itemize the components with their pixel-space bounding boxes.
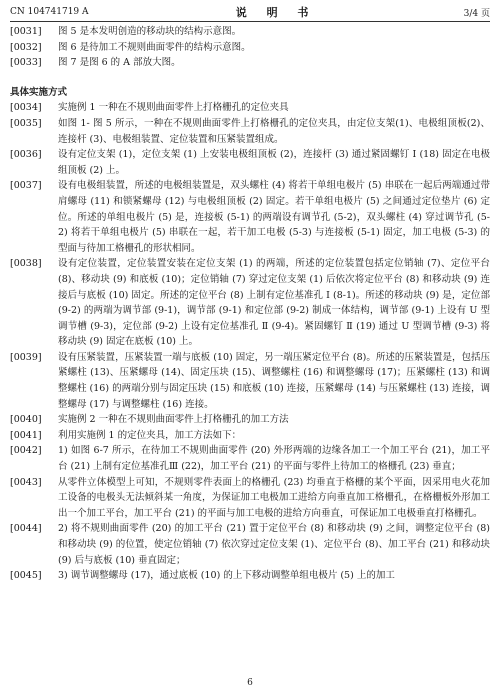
paragraph-number: [0041] [10,429,42,441]
paragraph [10,116,490,147]
paragraph-number: [0033] [10,57,42,69]
paragraph-text: 设有电极组装置，所述的电极组装置是，双头螺柱 (4) 将若干单组电极片 (5) 串联在一起后两端通过带肩螺母 (11) 和锁紧螺母 (12) 与电极组顶板 (2) 固定。若干单组电极片 (5) 之间通过定位垫片 (6) 定位。所述的单组电极片 (5) 是，连接板 (5-1) 的两端设有调节孔 (5-2)，双头螺柱 (4) 穿过调节孔 (5-2) 将若干单组电极片 (5) 串联在一起，若干加工电极 (5-3) 与连接板 (5-1) 固定，加工电极 (5-3) 的型面与待加工格栅孔的形状相同。 [58,180,490,254]
paragraph-number: [0044] [10,523,42,535]
paragraph [10,55,490,71]
paragraph-number: [0043] [10,476,42,488]
paragraph-number: [0034] [10,102,42,114]
paragraph-text: 设有定位支架 (1)，定位支架 (1) 上安装电极组顶板 (2)，连接杆 (3) 通过紧固螺钉 Ⅰ (18) 固定在电极组顶板 (2) 上。 [58,149,490,176]
paragraph-number: [0036] [10,149,42,161]
paragraph-text: 利用实施例 1 的定位夹具，加工方法如下： [58,429,242,441]
section-heading: 具体实施方式 [10,86,68,98]
paragraph-number: [0037] [10,180,42,192]
paragraph-text: 实施例 1 一种在不规则曲面零件上打格栅孔的定位夹具 [58,102,289,114]
paragraph-text: 如图 1- 图 5 所示，一种在不规则曲面零件上打格栅孔的定位夹具，由定位支架(1)、电极组顶板(2)、连接杆 (3)、电极组装置、定位装置和压紧装置组成。 [58,117,490,145]
paragraph-number: [0045] [10,570,42,582]
paragraph [10,521,490,568]
paragraph [10,475,490,522]
paragraph-text: 图 7 是图 6 的 A 部放大图。 [58,57,181,69]
paragraph [10,256,490,350]
paragraph-number: [0040] [10,414,42,426]
paragraph-number: [0038] [10,258,42,270]
document-number: CN 104741719 A [10,7,89,17]
paragraph-text: 3) 调节调整螺母 (17)，通过底板 (10) 的上下移动调整单组电极片 (5) 上的加工 [58,570,395,582]
paragraph-text: 2) 将不规则曲面零件 (20) 的加工平台 (21) 置于定位平台 (8) 和移动块 (9) 之间，调整定位平台 (8) 和移动块 (9) 的位置，使定位销轴 (7) 依次穿过定位支架 (1)、定位平台 (8)、加工平台 (21) 和移动块 (9) 后与底板 (10) 垂直固定； [58,523,490,566]
paragraph-number: [0032] [10,41,42,53]
paragraph [10,412,490,428]
page-header [10,4,490,20]
paragraph-text: 设有定位装置，定位装置安装在定位支架 (1) 的两端，所述的定位装置包括定位销轴 (7)、定位平台 (8)、移动块 (9) 和底板 (10)；定位销轴 (7) 穿过定位支架 (1) 后依次将定位平台 (8) 和移动块 (9) 连接后与底板 (10) 固定。所述的定位平台 (8) 上制有定位基准孔 Ⅰ (8-1)。所述的移动块 (9) 是，定位部 (9-2) 的两端为调节部 (9-1)，调节部 (9-1) 和定位部 (9-2) 制成一体结构，调节部 (9-1) 上设有 U 型调节槽 (9-3)，定位部 (9-2) 上设有定位基准孔 Ⅱ (9-4)。紧固螺钉 Ⅱ (19) 通过 U 型调节槽 (9-3) 将移动块 (9) 固定在底板 (10) 上。 [58,258,490,348]
paragraph-text: 1) 如图 6-7 所示，在待加工不规则曲面零件 (20) 外形两端的边缘各加工一个加工平台 (21)，加工平台 (21) 上制有定位基准孔Ⅲ (22)，加工平台 (21) 的平面与零件上待加工的格栅孔 (23) 垂直； [58,445,490,473]
paragraph-number: [0031] [10,26,42,37]
paragraph [10,428,490,444]
paragraph-number: [0039] [10,351,42,363]
page-indicator: 3/4 页 [463,8,490,19]
paragraph [10,147,490,178]
paragraph [10,443,490,474]
paragraph-text: 从零件立体模型上可知，不规则零件表面上的格栅孔 (23) 均垂直于格栅的某个平面，因采用电火花加工设备的电极头无法倾斜某一角度，为保证加工电极加工进给方向垂直加工格栅孔，在格栅板外形加工出一个加工平台，加工平台 (21) 的平面与加工电极的进给方向垂直，可保证加工电极垂直打格栅孔。 [58,476,490,519]
paragraph [10,350,490,412]
paragraph [10,24,490,40]
paragraph [10,568,490,584]
document-body [10,24,490,584]
page-number: 6 [247,678,253,688]
paragraph-text: 图 5 是本发明创造的移动块的结构示意图。 [58,26,242,37]
paragraph-number: [0042] [10,445,42,457]
paragraph [10,178,490,256]
paragraph [10,40,490,56]
header-rule [10,21,490,22]
paragraph [10,100,490,116]
document-title: 说 明 书 [235,6,317,19]
paragraph-text: 图 6 是待加工不规则曲面零件的结构示意图。 [58,41,251,53]
paragraph-text: 实施例 2 一种在不规则曲面零件上打格栅孔的加工方法 [58,414,289,426]
paragraph-text: 设有压紧装置，压紧装置一端与底板 (10) 固定，另一端压紧定位平台 (8)。所述的压紧装置是，包括压紧螺柱 (13)、压紧螺母 (14)、固定压块 (15)、调整螺柱 (16) 和调整螺母 (17)；压紧螺柱 (13) 和调整螺柱 (16) 的两端分别与固定压块 (15) 和底板 (10) 连接，压紧螺母 (14) 与压紧螺柱 (13) 连接，调整螺母 (17) 与调整螺柱 (16) 连接。 [58,351,490,410]
paragraph-number: [0035] [10,117,42,129]
